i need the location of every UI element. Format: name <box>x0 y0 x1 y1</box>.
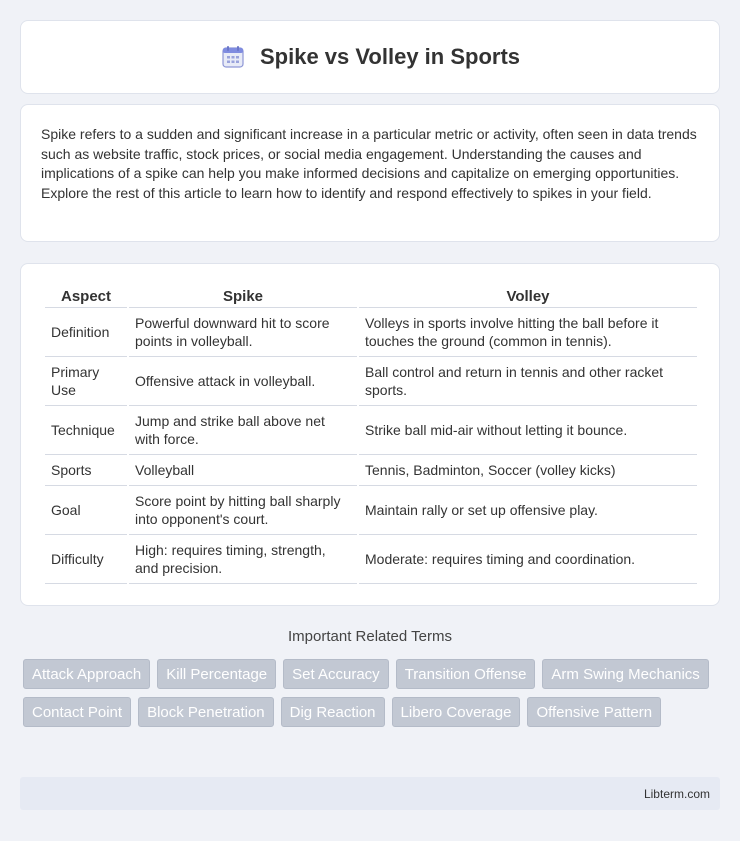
comparison-table <box>43 284 699 584</box>
related-term-tag[interactable]: Contact Point <box>23 697 131 727</box>
table-cell: Technique <box>45 406 127 455</box>
table-cell: Maintain rally or set up offensive play. <box>359 486 697 535</box>
table-cell: Difficulty <box>45 535 127 584</box>
header-aspect: Aspect <box>45 284 127 308</box>
table-cell: Moderate: requires timing and coordination. <box>359 535 697 584</box>
header-spike: Spike <box>129 284 357 308</box>
table-row <box>45 357 697 406</box>
related-term-tag[interactable]: Dig Reaction <box>281 697 385 727</box>
table-cell: Powerful downward hit to score points in volleyball. <box>129 308 357 357</box>
related-term-tag[interactable]: Arm Swing Mechanics <box>542 659 708 689</box>
footer <box>20 777 720 810</box>
table-cell: Jump and strike ball above net with force. <box>129 406 357 455</box>
table-cell: Primary Use <box>45 357 127 406</box>
table-cell: Offensive attack in volleyball. <box>129 357 357 406</box>
header-card <box>20 20 720 94</box>
header-volley: Volley <box>359 284 697 308</box>
related-term-tag[interactable]: Block Penetration <box>138 697 274 727</box>
table-row <box>45 486 697 535</box>
related-term-tag[interactable]: Attack Approach <box>23 659 150 689</box>
table-cell: Volleys in sports involve hitting the ball before it touches the ground (common in tennis). <box>359 308 697 357</box>
intro-card <box>20 104 720 242</box>
comparison-table-card <box>20 263 720 606</box>
related-term-tag[interactable]: Offensive Pattern <box>527 697 661 727</box>
table-cell: Volleyball <box>129 455 357 486</box>
related-term-tag[interactable]: Kill Percentage <box>157 659 276 689</box>
related-term-tag[interactable]: Set Accuracy <box>283 659 389 689</box>
table-cell: Tennis, Badminton, Soccer (volley kicks) <box>359 455 697 486</box>
related-terms-list <box>23 659 723 727</box>
table-cell: Sports <box>45 455 127 486</box>
related-terms-title: Important Related Terms <box>288 628 452 645</box>
page-title: Spike vs Volley in Sports <box>259 44 520 69</box>
table-cell: Goal <box>45 486 127 535</box>
table-row <box>45 535 697 584</box>
table-row <box>45 406 697 455</box>
table-cell: Strike ball mid-air without letting it bounce. <box>359 406 697 455</box>
intro-text: Spike refers to a sudden and significant increase in a particular metric or activity, often seen in data trends such as website traffic, stock prices, or social media engagement. Understanding the causes and implications of a spike can help you make informed decisions and capitalize on emerging opportunities. Explore the rest of this article to learn how to identify and respond effectively to spikes in your field. <box>41 126 697 201</box>
related-term-tag[interactable]: Transition Offense <box>396 659 536 689</box>
footer-site-link[interactable]: Libterm.com <box>643 787 710 801</box>
table-cell: Score point by hitting ball sharply into opponent's court. <box>129 486 357 535</box>
table-cell: High: requires timing, strength, and precision. <box>129 535 357 584</box>
table-cell: Definition <box>45 308 127 357</box>
table-cell: Ball control and return in tennis and other racket sports. <box>359 357 697 406</box>
calendar-icon <box>220 44 246 70</box>
table-row <box>45 308 697 357</box>
related-term-tag[interactable]: Libero Coverage <box>392 697 521 727</box>
table-row <box>45 455 697 486</box>
